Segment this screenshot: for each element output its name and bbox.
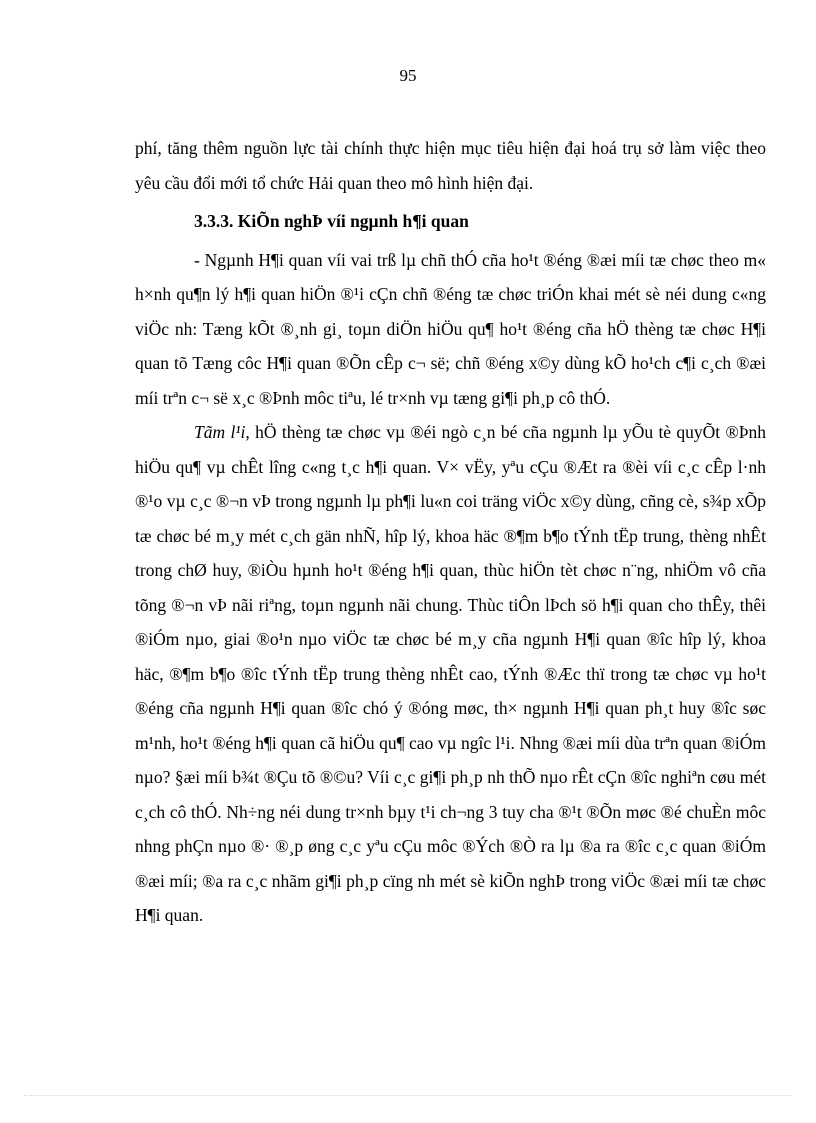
summary-text: hÖ thèng tæ chøc vµ ®éi ngò c¸n bé cña ngµnh lµ yÕu tè quyÕt ®Þnh hiÖu qu¶ vµ chÊt lîng c«ng t¸c h¶i quan. V× vËy, yªu cÇu ®Æt ra ®èi víi c¸c cÊp l·nh ®¹o vµ c¸c ®¬n vÞ trong ngµnh lµ ph¶i lu«n coi träng viÖc x©y dùng, cñng cè, s¾p xÕp tæ chøc bé m¸y mét c¸ch gän nhÑ, hîp lý, khoa häc ®¶m b¶o tÝnh tËp trung, thèng nhÊt trong chØ huy, ®iÒu hµnh ho¹t ®éng h¶i quan, thùc hiÖn tèt chøc n¨ng, nhiÖm vô cña tõng ®¬n vÞ nãi riªng, toµn ngµnh nãi chung. Thùc tiÔn lÞch sö h¶i quan cho thÊy, thêi ®iÓm nµo, giai ®o¹n nµo viÖc tæ chøc bé m¸y cña ngµnh H¶i quan ®îc hîp lý, khoa häc, ®¶m b¶o ®îc tÝnh tËp trung thèng nhÊt cao, tÝnh ®Æc thï trong tæ chøc vµ ho¹t ®éng cña ngµnh H¶i quan ®îc chó ý ®óng møc, th× ngµnh H¶i quan ph¸t huy ®îc søc m¹nh, ho¹t ®éng h¶i quan cã hiÖu qu¶ cao vµ ngîc l¹i. Nhng ®æi míi dùa trªn quan ®iÓm nµo? §æi míi b¾t ®Çu tõ ®©u? Víi c¸c gi¶i ph¸p nh thÕ nµo rÊt cÇn ®îc nghiªn cøu mét c¸ch cô thÓ. Nh÷ng néi dung tr×nh bµy t¹i ch¬ng 3 tuy cha ®¹t ®Õn møc ®é chuÈn môc nhng phÇn nµo ®· ®¸p øng c¸c yªu cÇu môc ®Ých ®Ò ra lµ ®a ra ®îc c¸c quan ®iÓm ®æi míi; ®a ra c¸c nhãm gi¶i ph¸p cïng nh mét sè kiÕn nghÞ trong viÖc ®æi míi tæ chøc H¶i quan. (135, 422, 766, 925)
page-number: 95 (399, 66, 417, 85)
page-body (135, 131, 766, 933)
paragraph-recommendation: - Ngµnh H¶i quan víi vai trß lµ chñ thÓ cña ho¹t ®éng ®æi míi tæ chøc theo m« h×nh qu¶n lý h¶i quan hiÖn ®¹i cÇn chñ ®éng tæ chøc triÓn khai mét sè néi dung c«ng viÖc nh: Tæng kÕt ®¸nh gi¸ toµn diÖn hiÖu qu¶ ho¹t ®éng cña hÖ thèng tæ chøc H¶i quan tõ Tæng côc H¶i quan ®Õn cÊp c¬ së; chñ ®éng x©y dùng kÕ ho¹ch c¶i c¸ch ®æi míi trªn c¬ së x¸c ®Þnh môc tiªu, lé tr×nh vµ tæng gi¶i ph¸p cô thÓ. (135, 249, 766, 408)
intro-paragraph: phí, tăng thêm nguồn lực tài chính thực hiện mục tiêu hiện đại hoá trụ sở làm việc theo yêu cầu đổi mới tổ chức Hải quan theo mô hình hiện đại. (135, 138, 766, 193)
page-bottom-rule (24, 1095, 792, 1096)
paragraph-summary (135, 415, 766, 933)
summary-lead: Tãm l¹i, (194, 422, 250, 442)
section-heading: 3.3.3. KiÕn nghÞ víi ngµnh h¶i quan (194, 211, 469, 231)
